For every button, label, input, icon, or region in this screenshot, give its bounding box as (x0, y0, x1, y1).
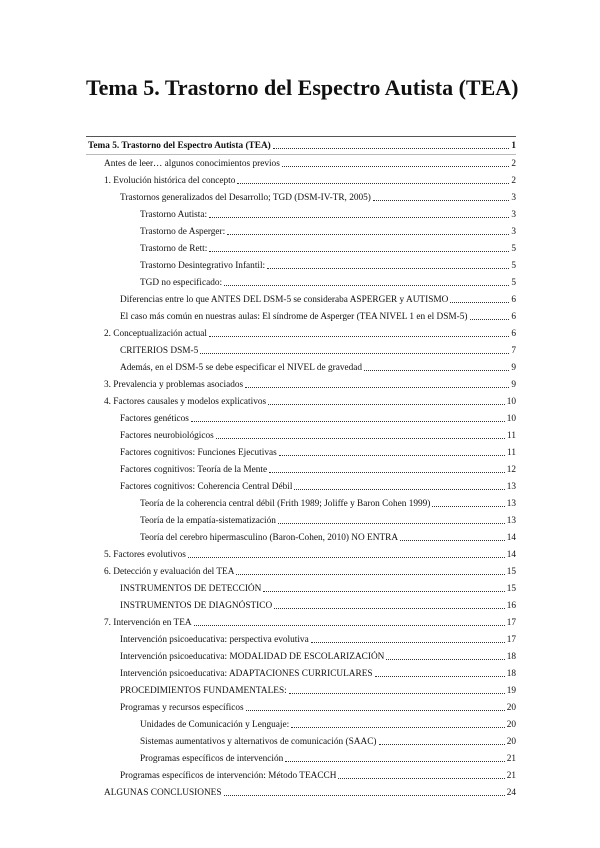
toc-entry-title: ALGUNAS CONCLUSIONES (104, 788, 222, 798)
toc-leader-dots (386, 659, 504, 660)
toc-entry[interactable] (86, 393, 516, 410)
toc-entry[interactable] (86, 325, 516, 342)
toc-entry-page: 6 (511, 295, 516, 305)
toc-entry-title: INSTRUMENTOS DE DETECCIÓN (120, 584, 262, 594)
toc-entry-title: Factores genéticos (120, 414, 189, 424)
toc-leader-dots (246, 710, 505, 711)
toc-entry[interactable] (86, 427, 516, 444)
toc-entry[interactable] (86, 597, 516, 614)
toc-entry[interactable] (86, 223, 516, 240)
toc-entry[interactable] (86, 155, 516, 172)
toc-leader-dots (279, 455, 505, 456)
toc-leader-dots (268, 404, 505, 405)
toc-leader-dots (289, 693, 505, 694)
toc-entry-page: 17 (506, 635, 516, 645)
toc-leader-dots (200, 353, 509, 354)
toc-entry-page: 5 (511, 244, 516, 254)
toc-entry[interactable] (86, 546, 516, 563)
toc-entry-title: 4. Factores causales y modelos explicativos (104, 397, 267, 407)
toc-entry-page: 18 (506, 669, 516, 679)
toc-entry[interactable] (86, 461, 516, 478)
toc-leader-dots (273, 148, 510, 149)
toc-leader-dots (209, 251, 509, 252)
toc-entry-title: Tema 5. Trastorno del Espectro Autista (TEA) (88, 141, 271, 151)
toc-entry[interactable] (86, 750, 516, 767)
toc-entry[interactable] (86, 699, 516, 716)
toc-entry[interactable] (86, 580, 516, 597)
toc-entry-page: 13 (506, 516, 516, 526)
toc-entry-title: Antes de leer… algunos conocimientos previos (104, 159, 280, 169)
toc-entry[interactable] (86, 648, 516, 665)
toc-entry-page: 11 (507, 448, 516, 458)
toc-leader-dots (373, 200, 509, 201)
toc-list (86, 137, 516, 801)
toc-entry-page: 12 (506, 465, 516, 475)
toc-entry-page: 21 (506, 771, 516, 781)
toc-entry[interactable] (86, 308, 516, 325)
toc-entry-title: Intervención psicoeducativa: perspectiva evolutiva (120, 635, 309, 645)
toc-entry[interactable] (86, 189, 516, 206)
toc-entry-page: 11 (507, 431, 516, 441)
toc-leader-dots (278, 523, 505, 524)
toc-entry[interactable] (86, 563, 516, 580)
toc-entry-page: 21 (506, 754, 516, 764)
toc-entry-page: 24 (506, 788, 516, 798)
toc-leader-dots (209, 217, 509, 218)
toc-entry-page: 5 (511, 278, 516, 288)
toc-entry-title: Trastorno Autista: (140, 210, 208, 220)
toc-entry-page: 18 (506, 652, 516, 662)
toc-entry-title: El caso más común en nuestras aulas: El síndrome de Asperger (TEA NIVEL 1 en el DSM-5) (120, 312, 468, 322)
toc-entry-title: Teoría del cerebro hipermasculino (Baron-Cohen, 2010) NO ENTRA (140, 533, 399, 543)
toc-entry[interactable] (86, 682, 516, 699)
toc-leader-dots (216, 438, 505, 439)
toc-entry-page: 3 (511, 210, 516, 220)
toc-entry-title: TGD no especificado: (140, 278, 223, 288)
toc-leader-dots (364, 370, 509, 371)
toc-entry-title: PROCEDIMIENTOS FUNDAMENTALES: (120, 686, 287, 696)
toc-entry-page: 2 (511, 176, 516, 186)
toc-leader-dots (291, 727, 504, 728)
toc-entry-title: 1. Evolución histórica del concepto (104, 176, 236, 186)
toc-entry-page: 7 (511, 346, 516, 356)
toc-leader-dots (269, 472, 505, 473)
toc-leader-dots (274, 608, 505, 609)
toc-entry-title: Teoría de la coherencia central débil (Frith 1989; Joliffe y Baron Cohen 1999) (140, 499, 431, 509)
toc-entry-page: 6 (511, 329, 516, 339)
toc-entry[interactable] (86, 614, 516, 631)
toc-entry-title: Programas específicos de intervención: Método TEACCH (120, 771, 337, 781)
toc-entry-title: Unidades de Comunicación y Lenguaje: (140, 720, 290, 730)
toc-leader-dots (194, 625, 505, 626)
toc-entry[interactable] (86, 716, 516, 733)
toc-leader-dots (224, 285, 509, 286)
toc-entry-page: 10 (506, 414, 516, 424)
toc-leader-dots (400, 540, 505, 541)
toc-entry[interactable] (86, 274, 516, 291)
toc-entry[interactable] (86, 172, 516, 189)
toc-entry[interactable] (86, 529, 516, 546)
toc-entry-page: 15 (506, 584, 516, 594)
toc-entry-page: 3 (511, 227, 516, 237)
toc-entry-page: 2 (511, 159, 516, 169)
toc-entry-page: 10 (506, 397, 516, 407)
toc-entry-title: Sistemas aumentativos y alternativos de comunicación (SAAC) (140, 737, 377, 747)
toc-leader-dots (338, 778, 504, 779)
toc-leader-dots (294, 489, 504, 490)
toc-entry-page: 17 (506, 618, 516, 628)
toc-entry[interactable] (86, 410, 516, 427)
toc-entry-title: Intervención psicoeducativa: ADAPTACIONES CURRICULARES (120, 669, 373, 679)
toc-leader-dots (237, 183, 509, 184)
toc-entry[interactable] (86, 733, 516, 750)
page-title: Tema 5. Trastorno del Espectro Autista (TEA) (86, 75, 519, 100)
toc-leader-dots (188, 557, 505, 558)
toc-entry-page: 19 (506, 686, 516, 696)
toc-leader-dots (267, 268, 509, 269)
toc-leader-dots (263, 591, 504, 592)
toc-entry[interactable] (86, 342, 516, 359)
toc-entry-title: Factores cognitivos: Coherencia Central Débil (120, 482, 293, 492)
toc-entry-title: Factores cognitivos: Teoría de la Mente (120, 465, 268, 475)
toc-entry-page: 14 (506, 533, 516, 543)
toc-leader-dots (379, 744, 505, 745)
toc-entry-title: 3. Prevalencia y problemas asociados (104, 380, 244, 390)
toc-entry[interactable] (86, 291, 516, 308)
toc-entry[interactable] (86, 631, 516, 648)
toc-entry[interactable] (86, 376, 516, 393)
toc-entry-title: INSTRUMENTOS DE DIAGNÓSTICO (120, 601, 273, 611)
toc-entry-page: 13 (506, 499, 516, 509)
toc-entry-page: 20 (506, 737, 516, 747)
toc-entry-title: Trastornos generalizados del Desarrollo; TGD (DSM-IV-TR, 2005) (120, 193, 371, 203)
toc-entry-page: 20 (506, 720, 516, 730)
toc-entry[interactable] (86, 478, 516, 495)
toc-leader-dots (191, 421, 505, 422)
toc-entry-page: 1 (511, 141, 516, 151)
table-of-contents (86, 136, 516, 801)
toc-leader-dots (470, 319, 510, 320)
toc-leader-dots (245, 387, 509, 388)
toc-entry[interactable] (86, 359, 516, 376)
toc-entry-page: 9 (511, 363, 516, 373)
toc-entry-title: 7. Intervención en TEA (104, 618, 192, 628)
toc-entry-title: 2. Conceptualización actual (104, 329, 207, 339)
toc-entry-page: 6 (511, 312, 516, 322)
toc-entry-page: 15 (506, 567, 516, 577)
toc-entry-title: Programas y recursos específicos (120, 703, 244, 713)
toc-entry[interactable] (86, 512, 516, 529)
toc-entry-title: CRITERIOS DSM-5 (120, 346, 199, 356)
toc-entry[interactable] (86, 784, 516, 801)
toc-entry-page: 5 (511, 261, 516, 271)
toc-entry[interactable] (86, 495, 516, 512)
toc-leader-dots (450, 302, 509, 303)
toc-leader-dots (432, 506, 504, 507)
toc-entry-title: Factores cognitivos: Funciones Ejecutivas (120, 448, 277, 458)
toc-entry-page: 3 (511, 193, 516, 203)
toc-leader-dots (375, 676, 505, 677)
toc-entry-title: Trastorno Desintegrativo Infantil: (140, 261, 266, 271)
toc-leader-dots (227, 234, 509, 235)
toc-entry-title: Trastorno de Asperger: (140, 227, 226, 237)
toc-entry-title: 6. Detección y evaluación del TEA (104, 567, 235, 577)
toc-entry[interactable] (86, 444, 516, 461)
toc-entry[interactable] (86, 257, 516, 274)
toc-leader-dots (285, 761, 504, 762)
toc-entry-page: 14 (506, 550, 516, 560)
toc-entry-title: Diferencias entre lo que ANTES DEL DSM-5 se consideraba ASPERGER y AUTISMO (120, 295, 449, 305)
toc-entry[interactable] (86, 665, 516, 682)
toc-entry-title: Factores neurobiológicos (120, 431, 214, 441)
toc-entry-page: 13 (506, 482, 516, 492)
toc-entry-page: 16 (506, 601, 516, 611)
toc-leader-dots (209, 336, 509, 337)
toc-entry-page: 9 (511, 380, 516, 390)
toc-leader-dots (311, 642, 505, 643)
toc-entry-page: 20 (506, 703, 516, 713)
toc-leader-dots (282, 166, 510, 167)
toc-entry[interactable] (86, 137, 516, 155)
toc-entry[interactable] (86, 206, 516, 223)
toc-entry-title: 5. Factores evolutivos (104, 550, 186, 560)
toc-entry-title: Teoría de la empatía-sistematización (140, 516, 276, 526)
toc-entry[interactable] (86, 767, 516, 784)
toc-entry-title: Programas específicos de intervención (140, 754, 284, 764)
toc-entry-title: Intervención psicoeducativa: MODALIDAD DE ESCOLARIZACIÓN (120, 652, 385, 662)
toc-entry-title: Además, en el DSM-5 se debe especificar el NIVEL de gravedad (120, 363, 363, 373)
toc-leader-dots (236, 574, 504, 575)
toc-leader-dots (224, 795, 505, 796)
toc-entry-title: Trastorno de Rett: (140, 244, 208, 254)
toc-entry[interactable] (86, 240, 516, 257)
